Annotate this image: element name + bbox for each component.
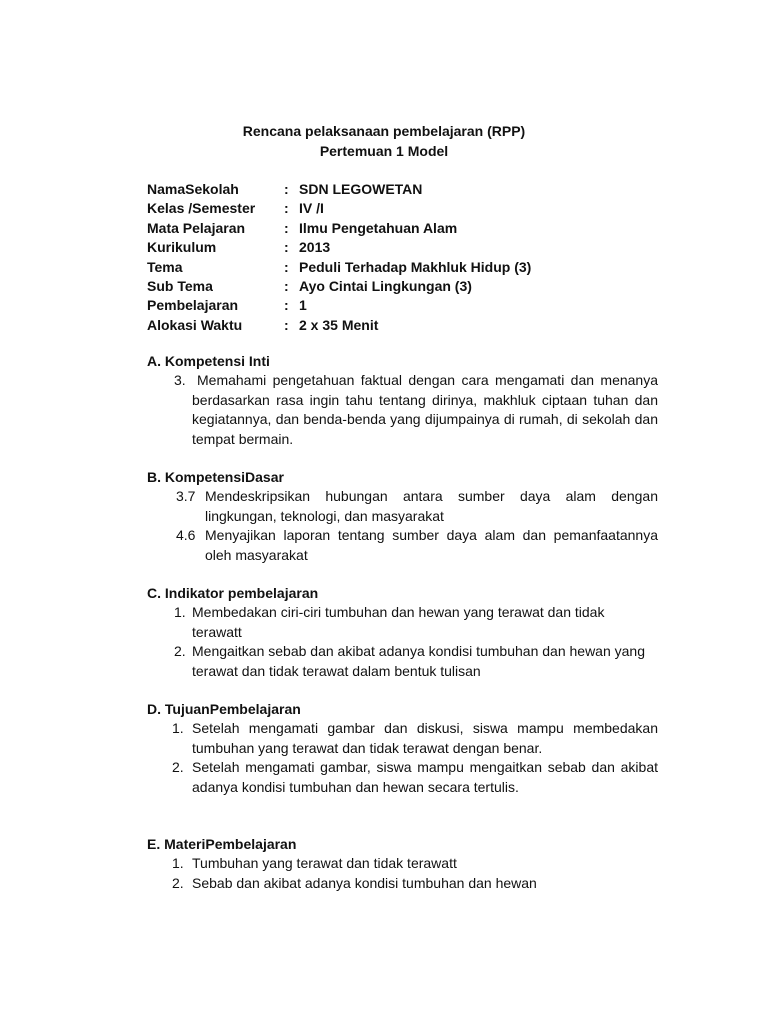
list-item bbox=[147, 719, 658, 758]
section-kompetensi-dasar bbox=[147, 468, 658, 565]
list-item bbox=[147, 874, 658, 893]
identity-value: 2 x 35 Menit bbox=[299, 316, 379, 333]
identity-value: Peduli Terhadap Makhluk Hidup (3) bbox=[299, 258, 532, 275]
section-heading: D. TujuanPembelajaran bbox=[147, 701, 301, 717]
identity-separator: : bbox=[284, 219, 289, 236]
identity-row bbox=[147, 316, 531, 335]
section-heading: B. KompetensiDasar bbox=[147, 469, 284, 485]
identity-separator: : bbox=[284, 200, 289, 217]
item-text: Mendeskripsikan hubungan antara sumber daya alam dengan lingkungan, teknologi, dan masyarakat bbox=[205, 488, 658, 524]
identity-row bbox=[147, 199, 531, 218]
identity-label: Mata Pelajaran bbox=[147, 219, 246, 236]
identity-value: Ayo Cintai Lingkungan (3) bbox=[299, 277, 472, 294]
identity-row bbox=[147, 180, 531, 199]
list-item bbox=[147, 371, 658, 449]
identity-separator: : bbox=[284, 239, 289, 256]
item-number: 1. bbox=[172, 720, 184, 737]
item-number: 1. bbox=[172, 855, 184, 872]
identity-separator: : bbox=[284, 258, 289, 275]
item-text: Membedakan ciri-ciri tumbuhan dan hewan yang terawat dan tidak terawatt bbox=[192, 604, 605, 640]
item-text: Memahami pengetahuan faktual dengan cara mengamati dan menanya berdasarkan rasa ingin tahu tentang dirinya, makhluk ciptaan tuhan dan kegiatannya, dan benda-benda yang dijumpainya di rumah, di sekolah dan tempat bermain. bbox=[192, 372, 658, 447]
item-number: 2. bbox=[172, 874, 184, 891]
item-number: 3. bbox=[174, 372, 186, 389]
identity-row bbox=[147, 238, 531, 257]
identity-row bbox=[147, 219, 531, 238]
document-title: Rencana pelaksanaan pembelajaran (RPP) bbox=[242, 123, 526, 139]
identity-row bbox=[147, 258, 531, 277]
list-item bbox=[147, 526, 658, 565]
identity-separator: : bbox=[284, 316, 289, 333]
identity-value: Ilmu Pengetahuan Alam bbox=[299, 219, 458, 236]
document-subtitle: Pertemuan 1 Model bbox=[319, 142, 449, 159]
item-number: 1. bbox=[174, 604, 186, 621]
identity-label: Kurikulum bbox=[147, 239, 217, 256]
list-item bbox=[147, 487, 658, 526]
identity-label: Alokasi Waktu bbox=[147, 316, 243, 333]
section-tujuan bbox=[147, 700, 658, 797]
section-heading: C. Indikator pembelajaran bbox=[147, 585, 319, 601]
item-number: 3.7 bbox=[176, 488, 196, 505]
identity-value: IV /I bbox=[299, 200, 324, 217]
item-text: Sebab dan akibat adanya kondisi tumbuhan dan hewan bbox=[192, 874, 537, 891]
identity-label: Tema bbox=[147, 258, 183, 275]
identity-label: Kelas /Semester bbox=[147, 200, 256, 217]
section-indikator bbox=[147, 584, 658, 681]
item-text: Menyajikan laporan tentang sumber daya alam dan pemanfaatannya oleh masyarakat bbox=[205, 527, 658, 563]
identity-separator: : bbox=[284, 297, 289, 314]
list-item bbox=[147, 758, 658, 797]
identity-value: 2013 bbox=[299, 239, 331, 256]
item-text: Tumbuhan yang terawat dan tidak terawatt bbox=[192, 855, 457, 872]
identity-separator: : bbox=[284, 277, 289, 294]
item-number: 2. bbox=[174, 643, 186, 660]
identity-label: NamaSekolah bbox=[147, 181, 239, 197]
item-text: Setelah mengamati gambar, siswa mampu mengaitkan sebab dan akibat adanya kondisi tumbuhan dan hewan secara tertulis. bbox=[192, 759, 658, 795]
identity-separator: : bbox=[284, 181, 289, 197]
identity-label: Pembelajaran bbox=[147, 297, 239, 314]
identity-value: SDN LEGOWETAN bbox=[299, 181, 423, 197]
identity-row bbox=[147, 296, 531, 315]
section-heading: A. Kompetensi Inti bbox=[147, 353, 270, 369]
item-text: Mengaitkan sebab dan akibat adanya kondisi tumbuhan dan hewan yang terawat dan tidak terawat dalam bentuk tulisan bbox=[192, 643, 645, 679]
section-materi bbox=[147, 835, 658, 893]
document-header bbox=[0, 122, 768, 161]
list-item bbox=[147, 603, 658, 642]
item-text: Setelah mengamati gambar dan diskusi, siswa mampu membedakan tumbuhan yang terawat dan tidak terawat dengan benar. bbox=[192, 720, 658, 756]
item-number: 4.6 bbox=[176, 527, 196, 544]
section-kompetensi-inti bbox=[147, 352, 658, 449]
identity-table bbox=[147, 180, 531, 335]
identity-row bbox=[147, 277, 531, 296]
identity-label: Sub Tema bbox=[147, 277, 213, 294]
identity-value: 1 bbox=[299, 297, 307, 314]
list-item bbox=[147, 854, 658, 873]
list-item bbox=[147, 642, 658, 681]
item-number: 2. bbox=[172, 759, 184, 776]
section-heading: E. MateriPembelajaran bbox=[147, 836, 297, 852]
